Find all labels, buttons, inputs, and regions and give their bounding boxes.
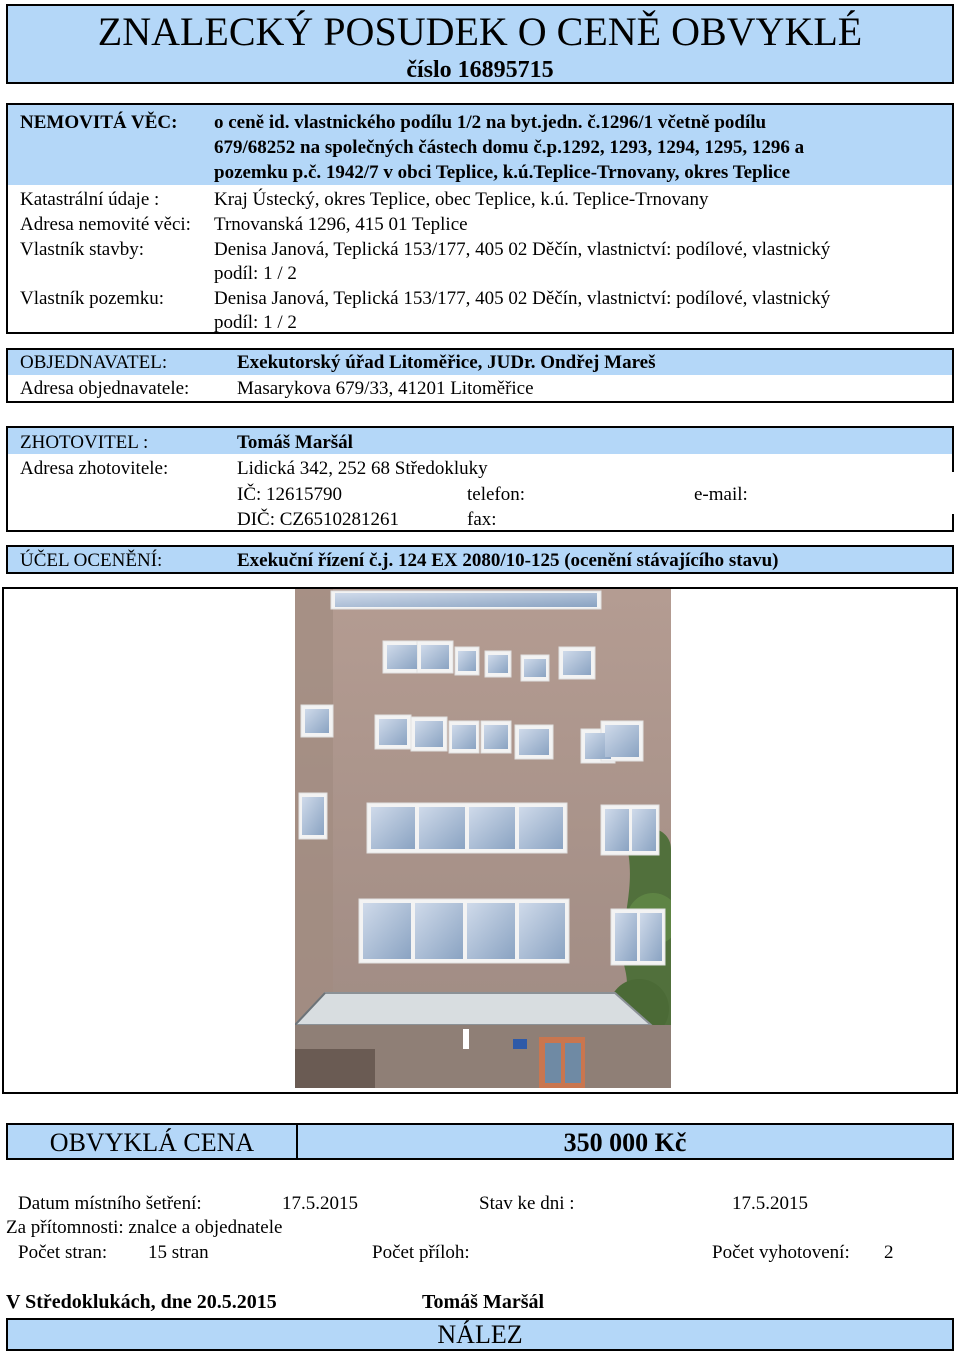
orderer-section <box>6 348 954 403</box>
orderer-address-label: Adresa objednavatele: <box>20 378 190 399</box>
building-photo <box>295 589 671 1088</box>
building-owner-line2: podíl: 1 / 2 <box>214 263 297 284</box>
maker-address: Lidická 342, 252 68 Středokluky <box>237 458 488 479</box>
purpose-label: ÚČEL OCENĚNÍ: <box>20 550 163 571</box>
section-heading: NÁLEZ <box>437 1320 523 1349</box>
inspection-date: 17.5.2015 <box>282 1193 358 1214</box>
maker-name: Tomáš Maršál <box>237 432 353 453</box>
property-label: NEMOVITÁ VĚC: <box>20 112 178 133</box>
maker-ic: IČ: 12615790 <box>237 484 343 505</box>
copies-count: 2 <box>884 1242 894 1263</box>
purpose-value: Exekuční řízení č.j. 124 EX 2080/10-125 (ocenění stávajícího stavu) <box>237 550 779 571</box>
maker-phone-label: telefon: <box>467 484 526 505</box>
maker-address-label: Adresa zhotovitele: <box>20 458 169 479</box>
cadastre-label: Katastrální údaje : <box>20 189 160 210</box>
building-owner-label: Vlastník stavby: <box>20 239 145 260</box>
orderer-address: Masarykova 679/33, 41201 Litoměřice <box>237 378 534 399</box>
orderer-label: OBJEDNAVATEL: <box>20 352 168 373</box>
property-section <box>6 103 954 334</box>
building-owner-line1: Denisa Janová, Teplická 153/177, 405 02 Děčín, vlastnictví: podílové, vlastnický <box>214 239 831 260</box>
property-address-label: Adresa nemovité věci: <box>20 214 191 235</box>
maker-fax-label: fax: <box>467 509 497 530</box>
section-heading-box <box>6 1318 954 1351</box>
maker-highlight <box>8 428 952 454</box>
state-date-label: Stav ke dni : <box>479 1193 575 1214</box>
document-number: číslo 16895715 <box>406 57 554 83</box>
maker-section <box>6 426 954 532</box>
title-box <box>6 4 954 84</box>
price-label: OBVYKLÁ CENA <box>49 1128 255 1157</box>
presence-note: Za přítomnosti: znalce a objednatele <box>6 1217 283 1238</box>
maker-dic: DIČ: CZ6510281261 <box>237 509 400 530</box>
land-owner-line1: Denisa Janová, Teplická 153/177, 405 02 Děčín, vlastnictví: podílové, vlastnický <box>214 288 831 309</box>
property-desc-line1: o ceně id. vlastnického podílu 1/2 na byt.jedn. č.1296/1 včetně podílu <box>214 112 767 133</box>
copies-label: Počet vyhotovení: <box>712 1242 850 1263</box>
attachments-label: Počet příloh: <box>372 1242 470 1263</box>
maker-label: ZHOTOVITEL : <box>20 432 149 453</box>
page-count-label: Počet stran: <box>18 1242 108 1263</box>
document-title: ZNALECKÝ POSUDEK O CENĚ OBVYKLÉ <box>97 9 863 54</box>
property-address-value: Trnovanská 1296, 415 01 Teplice <box>214 214 468 235</box>
price-section <box>6 1123 954 1160</box>
cadastre-value: Kraj Ústecký, okres Teplice, obec Teplice, k.ú. Teplice-Trnovany <box>214 189 709 210</box>
signature-name: Tomáš Maršál <box>422 1291 545 1313</box>
place-date: V Středoklukách, dne 20.5.2015 <box>6 1291 277 1313</box>
inspection-date-label: Datum místního šetření: <box>18 1193 202 1214</box>
page-count: 15 stran <box>148 1242 209 1263</box>
property-desc-line2: 679/68252 na společných částech domu č.p.1292, 1293, 1294, 1295, 1296 a <box>214 137 805 158</box>
photo-frame <box>2 587 958 1094</box>
purpose-section <box>6 545 954 574</box>
land-owner-label: Vlastník pozemku: <box>20 288 165 309</box>
price-value: 350 000 Kč <box>563 1128 687 1157</box>
orderer-name: Exekutorský úřad Litoměřice, JUDr. Ondřej Mareš <box>237 352 656 373</box>
property-desc-line3: pozemku p.č. 1942/7 v obci Teplice, k.ú.Teplice-Trnovany, okres Teplice <box>214 162 791 183</box>
land-owner-line2: podíl: 1 / 2 <box>214 312 297 333</box>
maker-email-label: e-mail: <box>694 484 748 505</box>
state-date: 17.5.2015 <box>732 1193 808 1214</box>
